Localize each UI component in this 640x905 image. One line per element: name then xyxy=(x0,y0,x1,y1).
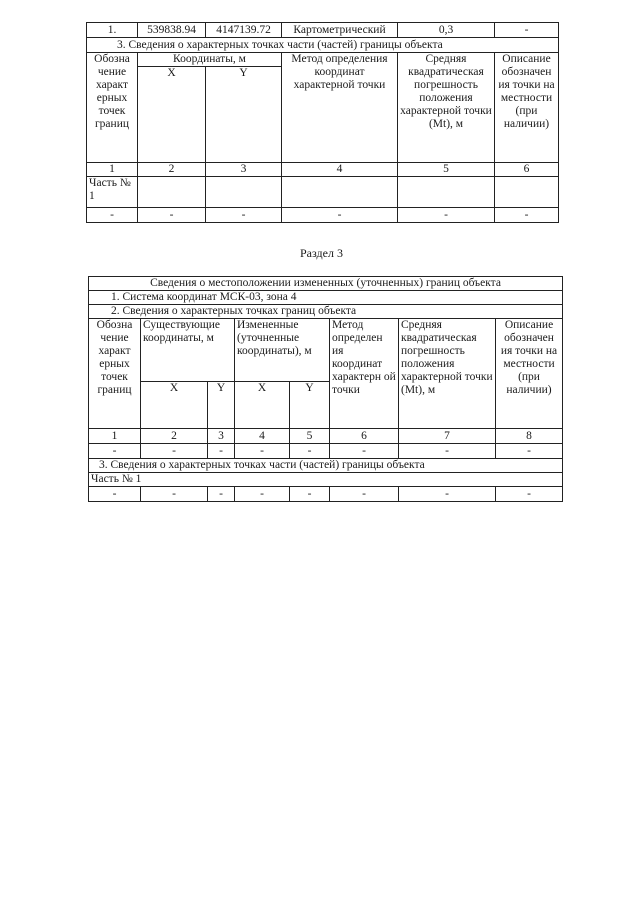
table-row xyxy=(87,23,559,38)
dash-cell: - xyxy=(141,487,208,502)
header-y: Y xyxy=(290,382,330,429)
dash-cell: - xyxy=(206,208,282,223)
part-row xyxy=(87,177,559,208)
col-number: 8 xyxy=(496,429,563,444)
header-method: Метод определен ия координат характерн ой точки xyxy=(330,319,399,429)
section-heading: 3. Сведения о характерных точках части (частей) границы объекта xyxy=(87,38,559,53)
dash-cell: - xyxy=(235,444,290,459)
header-changed: Измененные (уточненные координаты), м xyxy=(235,319,330,382)
section-title: Раздел 3 xyxy=(300,246,343,260)
cell-desc: - xyxy=(495,23,559,38)
empty-cell xyxy=(206,177,282,208)
dash-cell: - xyxy=(89,487,141,502)
table-row xyxy=(89,487,563,502)
dash-cell: - xyxy=(290,487,330,502)
part-row xyxy=(89,473,563,487)
coord-system: 1. Система координат МСК-03, зона 4 xyxy=(89,291,563,305)
col-number: 6 xyxy=(495,163,559,177)
dash-cell: - xyxy=(399,487,496,502)
col-number: 3 xyxy=(208,429,235,444)
dash-cell: - xyxy=(496,444,563,459)
cell-num: 1. xyxy=(87,23,138,38)
table-row xyxy=(87,38,559,53)
header-existing: Существующие координаты, м xyxy=(141,319,235,382)
col-number: 1 xyxy=(87,163,138,177)
cell-method: Картометрический xyxy=(282,23,398,38)
header-x: X xyxy=(235,382,290,429)
dash-cell: - xyxy=(290,444,330,459)
dash-cell: - xyxy=(141,444,208,459)
dash-cell: - xyxy=(87,208,138,223)
col-number: 5 xyxy=(398,163,495,177)
part-label: Часть № 1 xyxy=(89,473,563,487)
table-title: Сведения о местоположении измененных (уточненных) границ объекта xyxy=(89,277,563,291)
dash-cell: - xyxy=(398,208,495,223)
empty-cell xyxy=(138,177,206,208)
dash-cell: - xyxy=(496,487,563,502)
header-method: Метод определения координат характерной точки xyxy=(282,53,398,163)
col-number: 3 xyxy=(206,163,282,177)
table-row xyxy=(89,459,563,473)
header-mt: Средняя квадратическая погрешность положения характерной точки (Mt), м xyxy=(398,53,495,163)
section-heading: 2. Сведения о характерных точках границ объекта xyxy=(89,305,563,319)
col-number: 6 xyxy=(330,429,399,444)
empty-cell xyxy=(495,177,559,208)
header-y: Y xyxy=(208,382,235,429)
header-designation: Обозна чение характ ерных точек границ xyxy=(89,319,141,429)
header-coords: Координаты, м xyxy=(138,53,282,67)
header-x: X xyxy=(138,67,206,163)
col-number: 2 xyxy=(141,429,208,444)
dash-cell: - xyxy=(282,208,398,223)
col-number: 4 xyxy=(282,163,398,177)
bottom-table xyxy=(88,276,563,502)
header-designation: Обозна чение характ ерных точек границ xyxy=(87,53,138,163)
dash-cell: - xyxy=(208,444,235,459)
part-label: Часть № 1 xyxy=(87,177,138,208)
table-row xyxy=(89,305,563,319)
header-row xyxy=(89,319,563,382)
table-row xyxy=(89,277,563,291)
header-mt: Средняя квадратическая погрешность положения характерной точки (Mt), м xyxy=(399,319,496,429)
dash-cell: - xyxy=(235,487,290,502)
section-heading: 3. Сведения о характерных точках части (частей) границы объекта xyxy=(89,459,563,473)
dash-cell: - xyxy=(138,208,206,223)
col-number: 5 xyxy=(290,429,330,444)
header-y: Y xyxy=(206,67,282,163)
col-number: 7 xyxy=(399,429,496,444)
cell-x: 539838.94 xyxy=(138,23,206,38)
empty-cell xyxy=(282,177,398,208)
dash-cell: - xyxy=(330,487,399,502)
header-desc: Описание обозначен ия точки на местности (при наличии) xyxy=(495,53,559,163)
cell-y: 4147139.72 xyxy=(206,23,282,38)
table-row xyxy=(89,291,563,305)
column-numbers-row xyxy=(87,163,559,177)
empty-cell xyxy=(398,177,495,208)
header-row xyxy=(87,53,559,67)
col-number: 4 xyxy=(235,429,290,444)
dash-cell: - xyxy=(495,208,559,223)
col-number: 1 xyxy=(89,429,141,444)
dash-cell: - xyxy=(208,487,235,502)
top-table xyxy=(86,22,559,223)
dash-cell: - xyxy=(399,444,496,459)
dash-cell: - xyxy=(89,444,141,459)
column-numbers-row xyxy=(89,429,563,444)
dash-cell: - xyxy=(330,444,399,459)
cell-mt: 0,3 xyxy=(398,23,495,38)
header-x: X xyxy=(141,382,208,429)
header-desc: Описание обозначен ия точки на местности (при наличии) xyxy=(496,319,563,429)
col-number: 2 xyxy=(138,163,206,177)
table-row xyxy=(87,208,559,223)
table-row xyxy=(89,444,563,459)
